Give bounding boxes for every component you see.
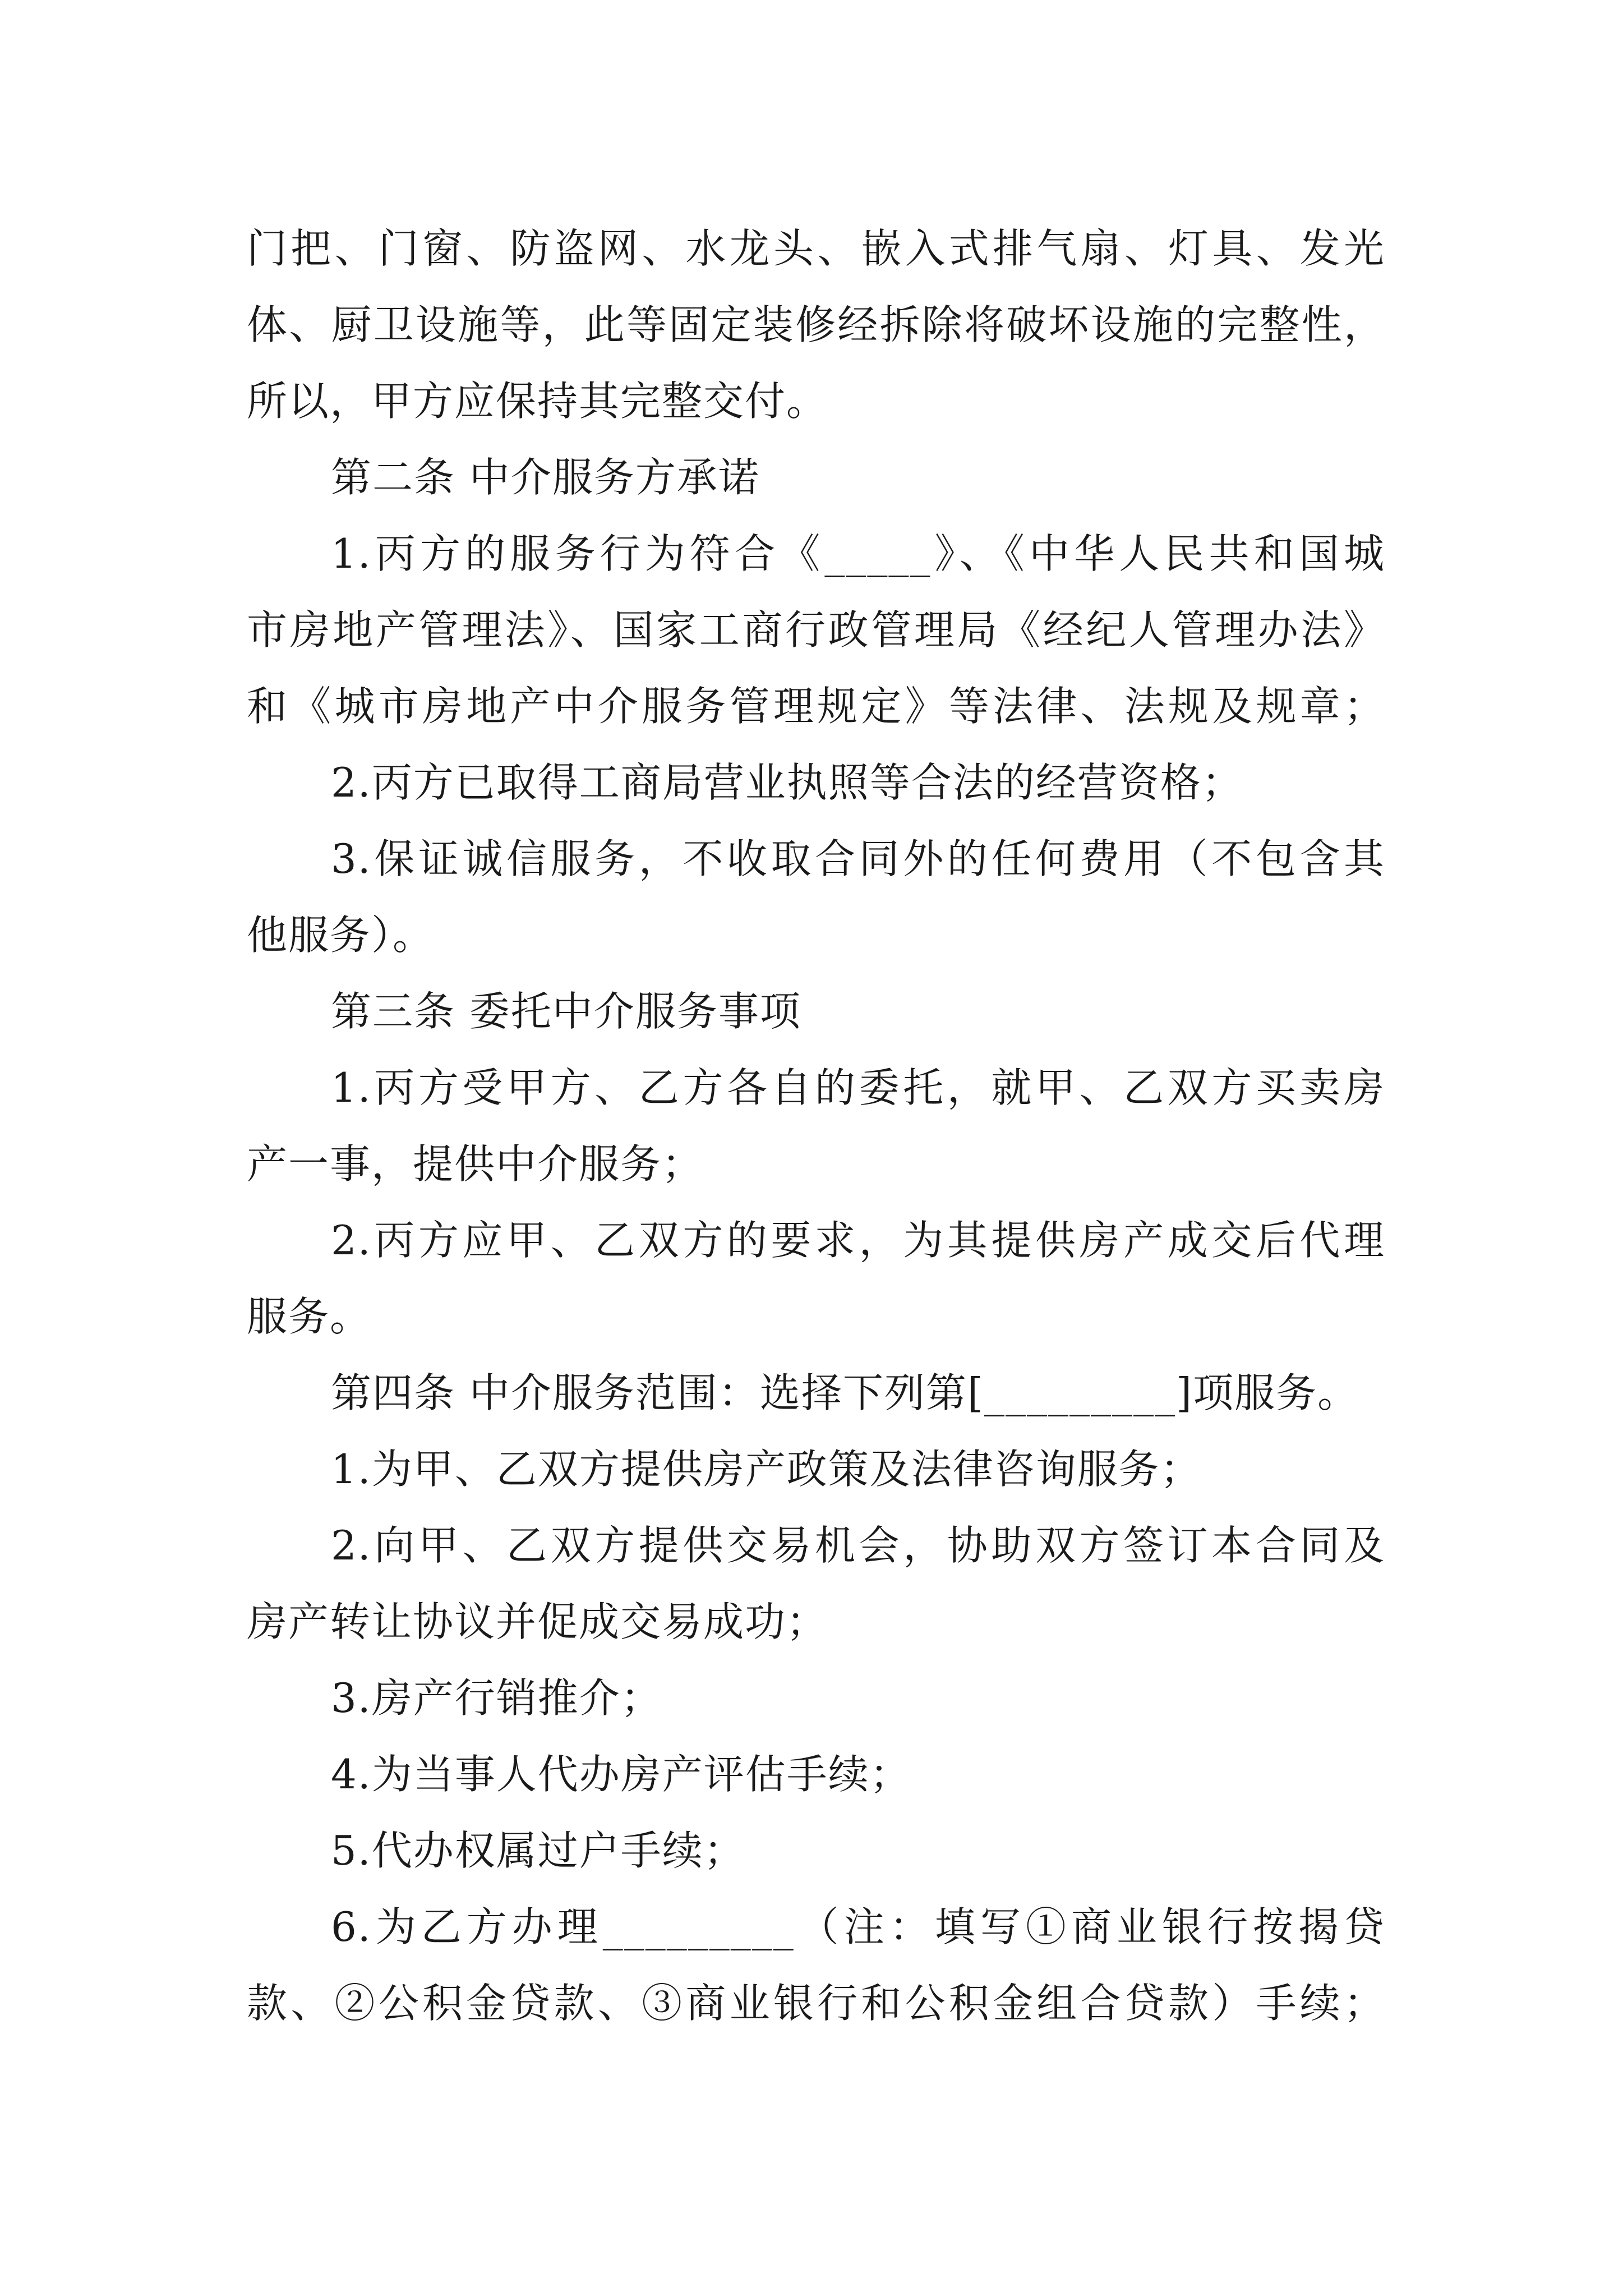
- section-heading: 第二条 中介服务方承诺: [331, 454, 760, 501]
- text-line: 1.丙方受甲方、乙方各自的委托，就甲、乙双方买卖房: [331, 1064, 1385, 1111]
- document-body: [247, 210, 1385, 2041]
- text-line: 体、厨卫设施等，此等固定装修经拆除将破坏设施的完整性，: [247, 301, 1385, 348]
- text-line: 房产转让协议并促成交易成功；: [247, 1598, 828, 1645]
- text-line: 市房地产管理法》、国家工商行政管理局《经纪人管理办法》: [247, 606, 1385, 654]
- text-line: 产一事，提供中介服务；: [247, 1140, 704, 1188]
- text-line: 2.向甲、乙双方提供交易机会，协助双方签订本合同及: [331, 1522, 1385, 1569]
- text-line: 门把、门窗、防盗网、水龙头、嵌入式排气扇、灯具、发光: [247, 225, 1385, 272]
- text-line: 4.为当事人代办房产评估手续；: [331, 1751, 911, 1798]
- text-line: 5.代办权属过户手续；: [331, 1827, 745, 1874]
- text-line: 2.丙方应甲、乙双方的要求，为其提供房产成交后代理: [331, 1217, 1385, 1264]
- text-line: 6.为乙方办理_________（注：填写①商业银行按揭贷: [331, 1903, 1385, 1950]
- text-line: 款、②公积金贷款、③商业银行和公积金组合贷款）手续；: [247, 1980, 1385, 2027]
- section-heading: 第四条 中介服务范围：选择下列第[_________]项服务。: [331, 1369, 1359, 1416]
- text-line: 他服务）。: [247, 912, 435, 959]
- section-heading: 第三条 委托中介服务事项: [331, 988, 801, 1035]
- text-line: 所以，甲方应保持其完整交付。: [247, 378, 828, 425]
- text-line: 2.丙方已取得工商局营业执照等合法的经营资格；: [331, 759, 1243, 806]
- text-line: 1.丙方的服务行为符合《_____》、《中华人民共和国城: [331, 530, 1385, 577]
- text-line: 3.保证诚信服务，不收取合同外的任何费用（不包含其: [331, 835, 1385, 882]
- text-line: 3.房产行销推介；: [331, 1674, 662, 1722]
- text-line: 服务。: [247, 1293, 372, 1340]
- text-line: 和《城市房地产中介服务管理规定》等法律、法规及规章；: [247, 683, 1385, 730]
- text-line: 1.为甲、乙双方提供房产政策及法律咨询服务；: [331, 1446, 1202, 1493]
